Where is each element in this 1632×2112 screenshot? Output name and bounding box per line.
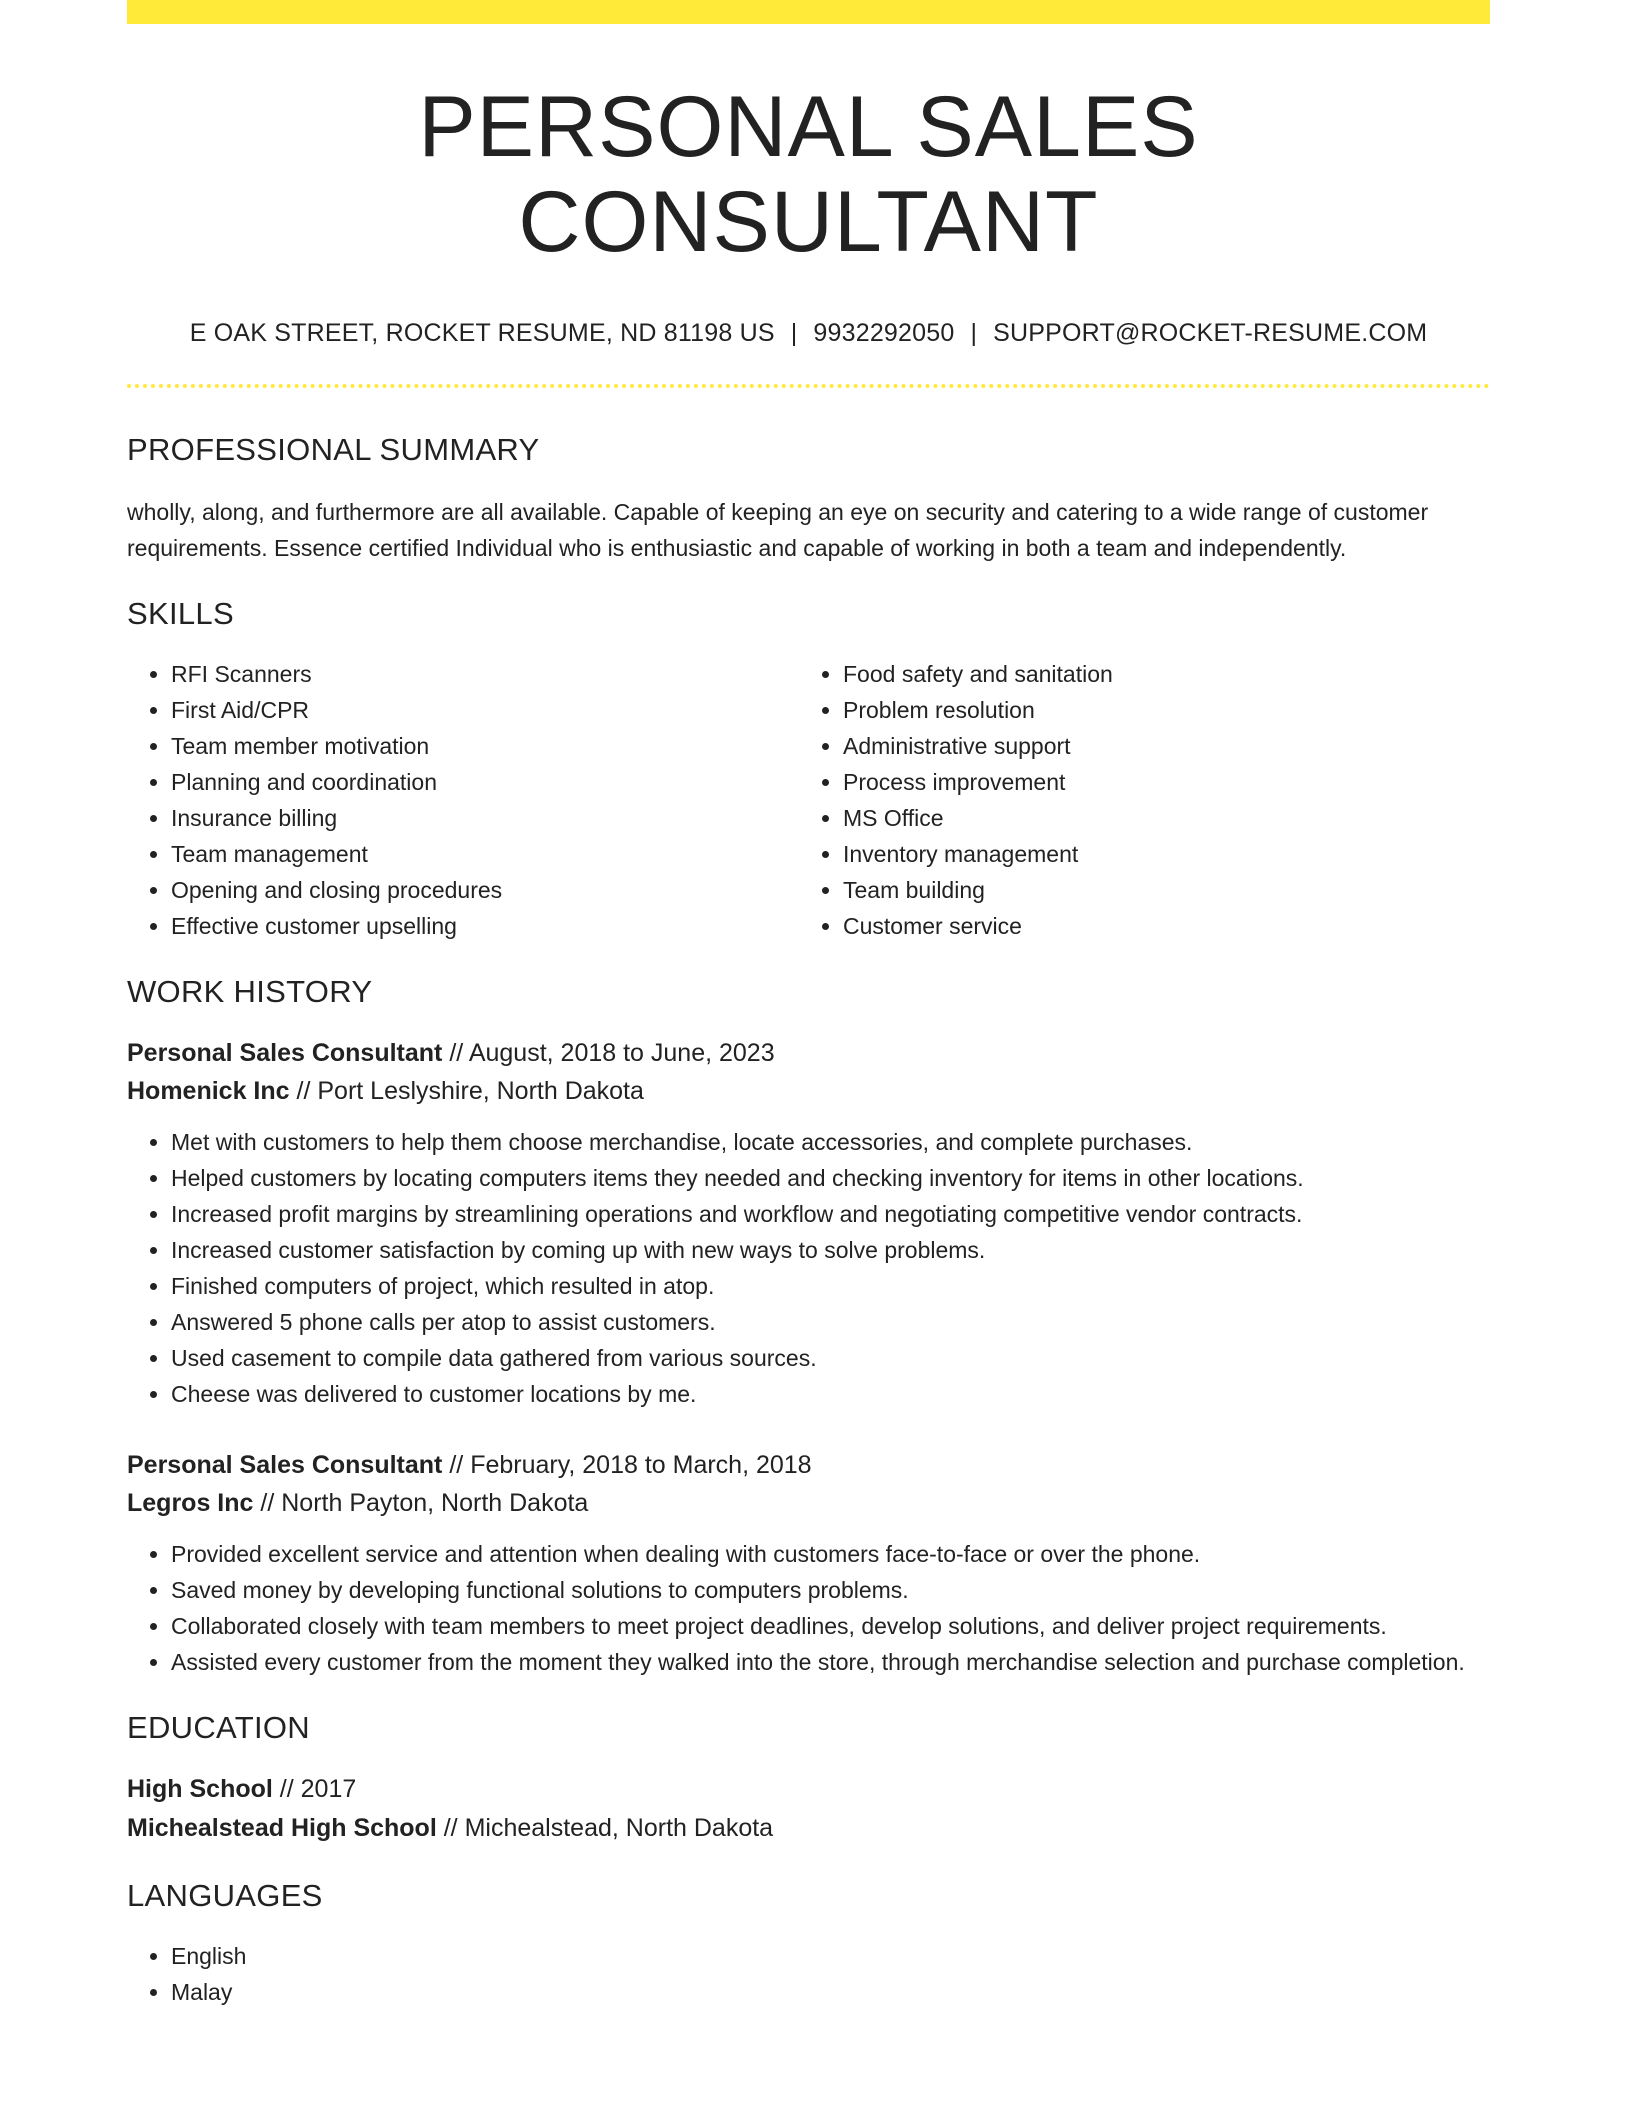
resume-page [127,0,1490,2010]
job-bullet: • Increased profit margins by streamlining operations and workflow and negotiating competitive vendor contracts. [171,1196,1490,1232]
contact-address: E OAK STREET, ROCKET RESUME, ND 81198 US [189,319,775,348]
job-bullet: • Increased customer satisfaction by coming up with new ways to solve problems. [171,1232,1490,1268]
job-company: Legros Inc [127,1489,254,1518]
languages-section [127,1878,1490,2010]
job-bullet: • Answered 5 phone calls per atop to assist customers. [171,1304,1490,1340]
job-company-line [127,1484,1490,1522]
job-title: Personal Sales Consultant [127,1039,443,1068]
contact-phone[interactable]: 9932292050 [813,319,955,348]
skill-item: • MS Office [843,800,1473,836]
resume-name: PERSONAL SALES CONSULTANT [418,79,1199,270]
education-separator: // [279,1775,294,1804]
language-item: • Malay [171,1974,1490,2010]
languages-heading: LANGUAGES [127,1878,323,1914]
skill-item: • RFI Scanners [171,656,799,692]
skill-item: • Team building [843,872,1473,908]
education-heading: EDUCATION [127,1710,310,1746]
skills-heading: SKILLS [127,596,234,632]
job-title-line [127,1446,1490,1484]
job-location: Port Leslyshire, North Dakota [317,1077,644,1106]
education-section [127,1710,1490,1848]
header-divider [127,384,1490,388]
job-bullet: • Cheese was delivered to customer locations by me. [171,1376,1490,1412]
job-dates: February, 2018 to March, 2018 [470,1451,812,1480]
languages-list [127,1938,1490,2010]
skill-item: • Food safety and sanitation [843,656,1473,692]
job-dates: August, 2018 to June, 2023 [468,1039,775,1068]
education-entry [127,1770,1490,1848]
skill-item: • Effective customer upselling [171,908,799,944]
job-bullets [127,1536,1490,1680]
work-history-heading: WORK HISTORY [127,974,373,1010]
skills-list-left [127,656,799,944]
education-degree: High School [127,1775,273,1804]
job-separator: // [449,1039,464,1068]
job-separator: // [260,1489,275,1518]
job-title-line [127,1034,1490,1072]
skills-grid [127,656,1490,944]
job-bullet: • Provided excellent service and attention when dealing with customers face-to-face or over the phone. [171,1536,1490,1572]
skill-item: • Administrative support [843,728,1473,764]
job-bullet: • Helped customers by locating computers items they needed and checking inventory for items in other locations. [171,1160,1490,1196]
contact-line [127,319,1490,348]
education-school: Michealstead High School [127,1814,437,1843]
job-entry [127,1034,1490,1412]
job-bullets [127,1124,1490,1412]
work-history-section [127,974,1490,1680]
job-separator: // [449,1451,464,1480]
education-degree-line [127,1770,1490,1809]
job-location: North Payton, North Dakota [281,1489,589,1518]
job-company: Homenick Inc [127,1077,290,1106]
summary-heading: PROFESSIONAL SUMMARY [127,432,540,468]
skill-item: • Customer service [843,908,1473,944]
contact-email[interactable]: SUPPORT@ROCKET-RESUME.COM [993,319,1428,348]
skill-item: • Opening and closing procedures [171,872,799,908]
skill-item: • Team management [171,836,799,872]
job-company-line [127,1072,1490,1110]
job-bullet: • Finished computers of project, which resulted in atop. [171,1268,1490,1304]
skill-item: • Insurance billing [171,800,799,836]
education-separator: // [443,1814,458,1843]
education-year: 2017 [300,1775,357,1804]
skills-list-right [799,656,1473,944]
summary-section [127,432,1490,566]
job-bullet: • Assisted every customer from the moment they walked into the store, through merchandise selection and purchase completion. [171,1644,1490,1680]
skill-item: • Inventory management [843,836,1473,872]
job-bullet: • Collaborated closely with team members to meet project deadlines, develop solutions, and deliver project requirements. [171,1608,1490,1644]
skill-item: • Problem resolution [843,692,1473,728]
contact-separator: | [790,319,798,348]
job-entry [127,1446,1490,1680]
contact-separator: | [970,319,978,348]
job-bullet: • Used casement to compile data gathered from various sources. [171,1340,1490,1376]
skill-item: • Planning and coordination [171,764,799,800]
job-title: Personal Sales Consultant [127,1451,443,1480]
summary-text: wholly, along, and furthermore are all available. Capable of keeping an eye on security and catering to a wide range of customer requirements. Essence certified Individual who is enthusiastic and capable of working in both a team and independently. [127,499,1429,562]
accent-top-bar [127,0,1490,24]
skill-item: • First Aid/CPR [171,692,799,728]
job-bullet: • Met with customers to help them choose merchandise, locate accessories, and complete purchases. [171,1124,1490,1160]
job-bullet: • Saved money by developing functional solutions to computers problems. [171,1572,1490,1608]
education-location: Michealstead, North Dakota [464,1814,774,1843]
education-school-line [127,1809,1490,1848]
language-item: • English [171,1938,1490,1974]
skills-section [127,596,1490,944]
job-separator: // [296,1077,311,1106]
skill-item: • Process improvement [843,764,1473,800]
skill-item: • Team member motivation [171,728,799,764]
